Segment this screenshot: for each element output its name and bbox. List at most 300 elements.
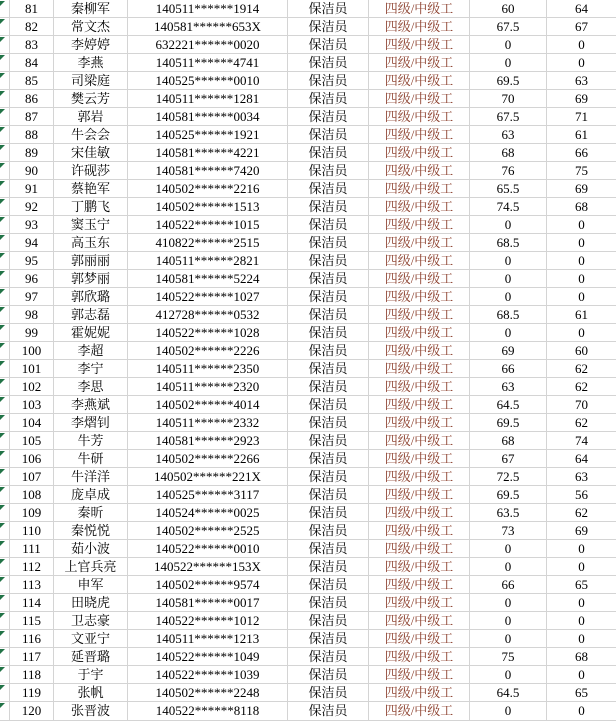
job-cell[interactable]: 保洁员 [288, 360, 369, 378]
error-indicator-cell[interactable] [0, 306, 10, 324]
job-cell[interactable]: 保洁员 [288, 270, 369, 288]
level-cell[interactable]: 四级/中级工 [369, 36, 470, 54]
name-cell[interactable]: 郭欣璐 [54, 288, 128, 306]
name-cell[interactable]: 窦玉宁 [54, 216, 128, 234]
score1-cell[interactable]: 0 [470, 288, 547, 306]
job-cell[interactable]: 保洁员 [288, 630, 369, 648]
job-cell[interactable]: 保洁员 [288, 0, 369, 18]
id-cell[interactable]: 140522******1039 [128, 666, 288, 684]
score2-cell[interactable]: 71 [547, 108, 616, 126]
score1-cell[interactable]: 0 [470, 36, 547, 54]
score1-cell[interactable]: 0 [470, 630, 547, 648]
score2-cell[interactable]: 69 [547, 90, 616, 108]
error-indicator-cell[interactable] [0, 126, 10, 144]
error-indicator-cell[interactable] [0, 252, 10, 270]
name-cell[interactable]: 张帆 [54, 684, 128, 702]
job-cell[interactable]: 保洁员 [288, 288, 369, 306]
job-cell[interactable]: 保洁员 [288, 126, 369, 144]
name-cell[interactable]: 文亚宁 [54, 630, 128, 648]
row-number-cell[interactable]: 106 [10, 450, 54, 468]
name-cell[interactable]: 樊云芳 [54, 90, 128, 108]
score1-cell[interactable]: 69.5 [470, 486, 547, 504]
id-cell[interactable]: 140502******2216 [128, 180, 288, 198]
error-indicator-cell[interactable] [0, 648, 10, 666]
id-cell[interactable]: 140522******1027 [128, 288, 288, 306]
name-cell[interactable]: 郭志磊 [54, 306, 128, 324]
level-cell[interactable]: 四级/中级工 [369, 324, 470, 342]
name-cell[interactable]: 牛洋洋 [54, 468, 128, 486]
id-cell[interactable]: 140522******8118 [128, 702, 288, 720]
name-cell[interactable]: 郭丽丽 [54, 252, 128, 270]
level-cell[interactable]: 四级/中级工 [369, 72, 470, 90]
level-cell[interactable]: 四级/中级工 [369, 18, 470, 36]
error-indicator-cell[interactable] [0, 666, 10, 684]
name-cell[interactable]: 牛芳 [54, 432, 128, 450]
score2-cell[interactable]: 64 [547, 450, 616, 468]
row-number-cell[interactable]: 102 [10, 378, 54, 396]
row-number-cell[interactable]: 95 [10, 252, 54, 270]
error-indicator-cell[interactable] [0, 72, 10, 90]
id-cell[interactable]: 140581******2923 [128, 432, 288, 450]
id-cell[interactable]: 140581******7420 [128, 162, 288, 180]
score2-cell[interactable]: 0 [547, 54, 616, 72]
job-cell[interactable]: 保洁员 [288, 252, 369, 270]
score2-cell[interactable]: 69 [547, 180, 616, 198]
row-number-cell[interactable]: 81 [10, 0, 54, 18]
score2-cell[interactable]: 0 [547, 234, 616, 252]
score2-cell[interactable]: 68 [547, 648, 616, 666]
job-cell[interactable]: 保洁员 [288, 234, 369, 252]
score1-cell[interactable]: 67 [470, 450, 547, 468]
row-number-cell[interactable]: 104 [10, 414, 54, 432]
level-cell[interactable]: 四级/中级工 [369, 576, 470, 594]
row-number-cell[interactable]: 119 [10, 684, 54, 702]
score1-cell[interactable]: 0 [470, 54, 547, 72]
error-indicator-cell[interactable] [0, 558, 10, 576]
score2-cell[interactable]: 0 [547, 540, 616, 558]
score2-cell[interactable]: 62 [547, 414, 616, 432]
job-cell[interactable]: 保洁员 [288, 162, 369, 180]
id-cell[interactable]: 140502******1513 [128, 198, 288, 216]
id-cell[interactable]: 140502******2248 [128, 684, 288, 702]
error-indicator-cell[interactable] [0, 540, 10, 558]
score1-cell[interactable]: 66 [470, 360, 547, 378]
level-cell[interactable]: 四级/中级工 [369, 540, 470, 558]
score1-cell[interactable]: 69.5 [470, 414, 547, 432]
score1-cell[interactable]: 0 [470, 594, 547, 612]
row-number-cell[interactable]: 115 [10, 612, 54, 630]
id-cell[interactable]: 140502******2266 [128, 450, 288, 468]
id-cell[interactable]: 632221******0020 [128, 36, 288, 54]
error-indicator-cell[interactable] [0, 630, 10, 648]
level-cell[interactable]: 四级/中级工 [369, 378, 470, 396]
score2-cell[interactable]: 0 [547, 252, 616, 270]
job-cell[interactable]: 保洁员 [288, 468, 369, 486]
id-cell[interactable]: 140522******153X [128, 558, 288, 576]
level-cell[interactable]: 四级/中级工 [369, 90, 470, 108]
score2-cell[interactable]: 74 [547, 432, 616, 450]
name-cell[interactable]: 宋佳敏 [54, 144, 128, 162]
error-indicator-cell[interactable] [0, 396, 10, 414]
level-cell[interactable]: 四级/中级工 [369, 54, 470, 72]
score2-cell[interactable]: 70 [547, 396, 616, 414]
row-number-cell[interactable]: 103 [10, 396, 54, 414]
job-cell[interactable]: 保洁员 [288, 180, 369, 198]
row-number-cell[interactable]: 97 [10, 288, 54, 306]
name-cell[interactable]: 李超 [54, 342, 128, 360]
id-cell[interactable]: 140511******2350 [128, 360, 288, 378]
error-indicator-cell[interactable] [0, 216, 10, 234]
score2-cell[interactable]: 75 [547, 162, 616, 180]
name-cell[interactable]: 秦柳军 [54, 0, 128, 18]
score2-cell[interactable]: 62 [547, 504, 616, 522]
score2-cell[interactable]: 61 [547, 306, 616, 324]
id-cell[interactable]: 140511******2332 [128, 414, 288, 432]
score2-cell[interactable]: 68 [547, 198, 616, 216]
id-cell[interactable]: 140581******0017 [128, 594, 288, 612]
job-cell[interactable]: 保洁员 [288, 666, 369, 684]
id-cell[interactable]: 410822******2515 [128, 234, 288, 252]
level-cell[interactable]: 四级/中级工 [369, 252, 470, 270]
id-cell[interactable]: 140502******2226 [128, 342, 288, 360]
error-indicator-cell[interactable] [0, 0, 10, 18]
score1-cell[interactable]: 0 [470, 666, 547, 684]
score1-cell[interactable]: 67.5 [470, 108, 547, 126]
row-number-cell[interactable]: 92 [10, 198, 54, 216]
row-number-cell[interactable]: 105 [10, 432, 54, 450]
error-indicator-cell[interactable] [0, 468, 10, 486]
job-cell[interactable]: 保洁员 [288, 486, 369, 504]
name-cell[interactable]: 延晋璐 [54, 648, 128, 666]
score1-cell[interactable]: 73 [470, 522, 547, 540]
id-cell[interactable]: 140524******0025 [128, 504, 288, 522]
level-cell[interactable]: 四级/中级工 [369, 342, 470, 360]
level-cell[interactable]: 四级/中级工 [369, 198, 470, 216]
name-cell[interactable]: 李宁 [54, 360, 128, 378]
job-cell[interactable]: 保洁员 [288, 432, 369, 450]
row-number-cell[interactable]: 116 [10, 630, 54, 648]
score2-cell[interactable]: 65 [547, 576, 616, 594]
job-cell[interactable]: 保洁员 [288, 90, 369, 108]
score2-cell[interactable]: 56 [547, 486, 616, 504]
level-cell[interactable]: 四级/中级工 [369, 630, 470, 648]
id-cell[interactable]: 412728******0532 [128, 306, 288, 324]
job-cell[interactable]: 保洁员 [288, 594, 369, 612]
score2-cell[interactable]: 67 [547, 18, 616, 36]
level-cell[interactable]: 四级/中级工 [369, 414, 470, 432]
row-number-cell[interactable]: 107 [10, 468, 54, 486]
score1-cell[interactable]: 65.5 [470, 180, 547, 198]
score1-cell[interactable]: 66 [470, 576, 547, 594]
score1-cell[interactable]: 69 [470, 342, 547, 360]
row-number-cell[interactable]: 120 [10, 702, 54, 720]
name-cell[interactable]: 常文杰 [54, 18, 128, 36]
id-cell[interactable]: 140502******4014 [128, 396, 288, 414]
row-number-cell[interactable]: 88 [10, 126, 54, 144]
score1-cell[interactable]: 68.5 [470, 306, 547, 324]
error-indicator-cell[interactable] [0, 180, 10, 198]
row-number-cell[interactable]: 112 [10, 558, 54, 576]
error-indicator-cell[interactable] [0, 18, 10, 36]
score1-cell[interactable]: 60 [470, 0, 547, 18]
name-cell[interactable]: 司梁庭 [54, 72, 128, 90]
name-cell[interactable]: 丁鹏飞 [54, 198, 128, 216]
job-cell[interactable]: 保洁员 [288, 576, 369, 594]
score2-cell[interactable]: 0 [547, 558, 616, 576]
level-cell[interactable]: 四级/中级工 [369, 360, 470, 378]
level-cell[interactable]: 四级/中级工 [369, 702, 470, 720]
name-cell[interactable]: 茹小波 [54, 540, 128, 558]
level-cell[interactable]: 四级/中级工 [369, 162, 470, 180]
name-cell[interactable]: 李思 [54, 378, 128, 396]
row-number-cell[interactable]: 96 [10, 270, 54, 288]
id-cell[interactable]: 140525******0010 [128, 72, 288, 90]
score1-cell[interactable]: 68 [470, 144, 547, 162]
score2-cell[interactable]: 62 [547, 378, 616, 396]
row-number-cell[interactable]: 114 [10, 594, 54, 612]
job-cell[interactable]: 保洁员 [288, 324, 369, 342]
row-number-cell[interactable]: 84 [10, 54, 54, 72]
error-indicator-cell[interactable] [0, 702, 10, 720]
score1-cell[interactable]: 63 [470, 126, 547, 144]
score2-cell[interactable]: 0 [547, 288, 616, 306]
job-cell[interactable]: 保洁员 [288, 72, 369, 90]
score1-cell[interactable]: 0 [470, 252, 547, 270]
score1-cell[interactable]: 0 [470, 216, 547, 234]
score1-cell[interactable]: 0 [470, 558, 547, 576]
level-cell[interactable]: 四级/中级工 [369, 504, 470, 522]
error-indicator-cell[interactable] [0, 378, 10, 396]
name-cell[interactable]: 郭岩 [54, 108, 128, 126]
score2-cell[interactable]: 61 [547, 126, 616, 144]
row-number-cell[interactable]: 108 [10, 486, 54, 504]
job-cell[interactable]: 保洁员 [288, 378, 369, 396]
row-number-cell[interactable]: 86 [10, 90, 54, 108]
level-cell[interactable]: 四级/中级工 [369, 144, 470, 162]
error-indicator-cell[interactable] [0, 54, 10, 72]
job-cell[interactable]: 保洁员 [288, 396, 369, 414]
name-cell[interactable]: 上官兵亮 [54, 558, 128, 576]
job-cell[interactable]: 保洁员 [288, 198, 369, 216]
level-cell[interactable]: 四级/中级工 [369, 648, 470, 666]
error-indicator-cell[interactable] [0, 576, 10, 594]
score2-cell[interactable]: 0 [547, 666, 616, 684]
job-cell[interactable]: 保洁员 [288, 684, 369, 702]
row-number-cell[interactable]: 101 [10, 360, 54, 378]
row-number-cell[interactable]: 111 [10, 540, 54, 558]
score1-cell[interactable]: 64.5 [470, 684, 547, 702]
name-cell[interactable]: 蔡艳军 [54, 180, 128, 198]
error-indicator-cell[interactable] [0, 162, 10, 180]
name-cell[interactable]: 秦昕 [54, 504, 128, 522]
score1-cell[interactable]: 74.5 [470, 198, 547, 216]
level-cell[interactable]: 四级/中级工 [369, 486, 470, 504]
score1-cell[interactable]: 67.5 [470, 18, 547, 36]
id-cell[interactable]: 140581******653X [128, 18, 288, 36]
job-cell[interactable]: 保洁员 [288, 306, 369, 324]
job-cell[interactable]: 保洁员 [288, 36, 369, 54]
level-cell[interactable]: 四级/中级工 [369, 126, 470, 144]
row-number-cell[interactable]: 93 [10, 216, 54, 234]
name-cell[interactable]: 李婷婷 [54, 36, 128, 54]
level-cell[interactable]: 四级/中级工 [369, 594, 470, 612]
score2-cell[interactable]: 0 [547, 270, 616, 288]
score1-cell[interactable]: 64.5 [470, 396, 547, 414]
score1-cell[interactable]: 72.5 [470, 468, 547, 486]
name-cell[interactable]: 卫志豪 [54, 612, 128, 630]
error-indicator-cell[interactable] [0, 324, 10, 342]
row-number-cell[interactable]: 99 [10, 324, 54, 342]
row-number-cell[interactable]: 85 [10, 72, 54, 90]
level-cell[interactable]: 四级/中级工 [369, 234, 470, 252]
error-indicator-cell[interactable] [0, 108, 10, 126]
row-number-cell[interactable]: 87 [10, 108, 54, 126]
score2-cell[interactable]: 0 [547, 630, 616, 648]
row-number-cell[interactable]: 113 [10, 576, 54, 594]
score1-cell[interactable]: 68 [470, 432, 547, 450]
name-cell[interactable]: 秦悦悦 [54, 522, 128, 540]
level-cell[interactable]: 四级/中级工 [369, 450, 470, 468]
level-cell[interactable]: 四级/中级工 [369, 612, 470, 630]
score2-cell[interactable]: 62 [547, 360, 616, 378]
row-number-cell[interactable]: 82 [10, 18, 54, 36]
row-number-cell[interactable]: 117 [10, 648, 54, 666]
name-cell[interactable]: 庞卓成 [54, 486, 128, 504]
score1-cell[interactable]: 75 [470, 648, 547, 666]
level-cell[interactable]: 四级/中级工 [369, 180, 470, 198]
job-cell[interactable]: 保洁员 [288, 216, 369, 234]
name-cell[interactable]: 牛研 [54, 450, 128, 468]
error-indicator-cell[interactable] [0, 342, 10, 360]
job-cell[interactable]: 保洁员 [288, 54, 369, 72]
name-cell[interactable]: 田晓虎 [54, 594, 128, 612]
job-cell[interactable]: 保洁员 [288, 702, 369, 720]
score2-cell[interactable]: 63 [547, 72, 616, 90]
score2-cell[interactable]: 0 [547, 612, 616, 630]
level-cell[interactable]: 四级/中级工 [369, 432, 470, 450]
score2-cell[interactable]: 66 [547, 144, 616, 162]
level-cell[interactable]: 四级/中级工 [369, 270, 470, 288]
level-cell[interactable]: 四级/中级工 [369, 558, 470, 576]
score1-cell[interactable]: 69.5 [470, 72, 547, 90]
score2-cell[interactable]: 63 [547, 468, 616, 486]
id-cell[interactable]: 140522******0010 [128, 540, 288, 558]
name-cell[interactable]: 郭梦丽 [54, 270, 128, 288]
id-cell[interactable]: 140581******0034 [128, 108, 288, 126]
id-cell[interactable]: 140511******2320 [128, 378, 288, 396]
job-cell[interactable]: 保洁员 [288, 522, 369, 540]
job-cell[interactable]: 保洁员 [288, 558, 369, 576]
id-cell[interactable]: 140525******1921 [128, 126, 288, 144]
error-indicator-cell[interactable] [0, 234, 10, 252]
id-cell[interactable]: 140511******4741 [128, 54, 288, 72]
score2-cell[interactable]: 0 [547, 702, 616, 720]
error-indicator-cell[interactable] [0, 198, 10, 216]
job-cell[interactable]: 保洁员 [288, 612, 369, 630]
score1-cell[interactable]: 0 [470, 324, 547, 342]
score1-cell[interactable]: 63 [470, 378, 547, 396]
level-cell[interactable]: 四级/中级工 [369, 666, 470, 684]
name-cell[interactable]: 张晋波 [54, 702, 128, 720]
error-indicator-cell[interactable] [0, 270, 10, 288]
score2-cell[interactable]: 0 [547, 324, 616, 342]
id-cell[interactable]: 140522******1049 [128, 648, 288, 666]
score1-cell[interactable]: 0 [470, 270, 547, 288]
job-cell[interactable]: 保洁员 [288, 648, 369, 666]
error-indicator-cell[interactable] [0, 288, 10, 306]
name-cell[interactable]: 高玉东 [54, 234, 128, 252]
name-cell[interactable]: 霍妮妮 [54, 324, 128, 342]
id-cell[interactable]: 140511******2821 [128, 252, 288, 270]
row-number-cell[interactable]: 118 [10, 666, 54, 684]
job-cell[interactable]: 保洁员 [288, 342, 369, 360]
id-cell[interactable]: 140581******5224 [128, 270, 288, 288]
score1-cell[interactable]: 76 [470, 162, 547, 180]
error-indicator-cell[interactable] [0, 504, 10, 522]
id-cell[interactable]: 140522******1012 [128, 612, 288, 630]
id-cell[interactable]: 140522******1028 [128, 324, 288, 342]
score2-cell[interactable]: 64 [547, 0, 616, 18]
score2-cell[interactable]: 0 [547, 216, 616, 234]
level-cell[interactable]: 四级/中级工 [369, 288, 470, 306]
job-cell[interactable]: 保洁员 [288, 450, 369, 468]
error-indicator-cell[interactable] [0, 486, 10, 504]
row-number-cell[interactable]: 98 [10, 306, 54, 324]
row-number-cell[interactable]: 90 [10, 162, 54, 180]
id-cell[interactable]: 140525******3117 [128, 486, 288, 504]
job-cell[interactable]: 保洁员 [288, 18, 369, 36]
score1-cell[interactable]: 0 [470, 612, 547, 630]
name-cell[interactable]: 于宇 [54, 666, 128, 684]
score1-cell[interactable]: 63.5 [470, 504, 547, 522]
level-cell[interactable]: 四级/中级工 [369, 0, 470, 18]
name-cell[interactable]: 牛会会 [54, 126, 128, 144]
job-cell[interactable]: 保洁员 [288, 108, 369, 126]
name-cell[interactable]: 李熠钊 [54, 414, 128, 432]
score1-cell[interactable]: 0 [470, 702, 547, 720]
score1-cell[interactable]: 68.5 [470, 234, 547, 252]
id-cell[interactable]: 140522******1015 [128, 216, 288, 234]
row-number-cell[interactable]: 91 [10, 180, 54, 198]
id-cell[interactable]: 140581******4221 [128, 144, 288, 162]
id-cell[interactable]: 140511******1914 [128, 0, 288, 18]
level-cell[interactable]: 四级/中级工 [369, 684, 470, 702]
error-indicator-cell[interactable] [0, 360, 10, 378]
error-indicator-cell[interactable] [0, 432, 10, 450]
score2-cell[interactable]: 60 [547, 342, 616, 360]
level-cell[interactable]: 四级/中级工 [369, 306, 470, 324]
error-indicator-cell[interactable] [0, 612, 10, 630]
name-cell[interactable]: 许砚莎 [54, 162, 128, 180]
name-cell[interactable]: 申军 [54, 576, 128, 594]
level-cell[interactable]: 四级/中级工 [369, 522, 470, 540]
job-cell[interactable]: 保洁员 [288, 504, 369, 522]
error-indicator-cell[interactable] [0, 450, 10, 468]
job-cell[interactable]: 保洁员 [288, 540, 369, 558]
row-number-cell[interactable]: 83 [10, 36, 54, 54]
score2-cell[interactable]: 0 [547, 36, 616, 54]
error-indicator-cell[interactable] [0, 90, 10, 108]
error-indicator-cell[interactable] [0, 684, 10, 702]
level-cell[interactable]: 四级/中级工 [369, 468, 470, 486]
job-cell[interactable]: 保洁员 [288, 414, 369, 432]
row-number-cell[interactable]: 94 [10, 234, 54, 252]
id-cell[interactable]: 140502******221X [128, 468, 288, 486]
name-cell[interactable]: 李燕斌 [54, 396, 128, 414]
score2-cell[interactable]: 65 [547, 684, 616, 702]
name-cell[interactable]: 李燕 [54, 54, 128, 72]
row-number-cell[interactable]: 89 [10, 144, 54, 162]
